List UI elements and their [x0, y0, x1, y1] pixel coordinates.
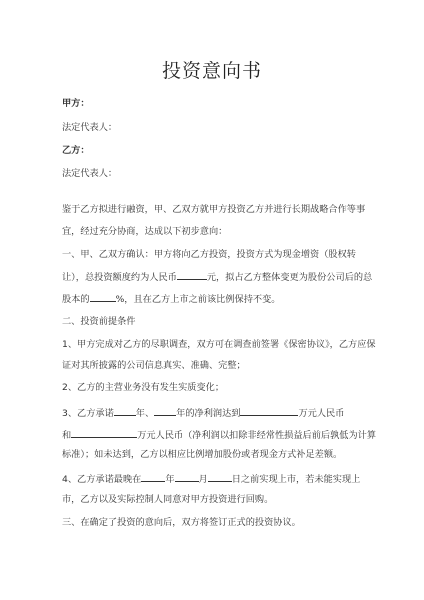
item-3-text: 年、 [135, 408, 155, 419]
clause-1-text: 股本的 [62, 294, 90, 305]
party-b-representative: 法定代表人： [62, 168, 118, 179]
percentage-blank [90, 292, 116, 302]
month-blank [175, 472, 199, 482]
year-blank [114, 406, 136, 416]
intro-line-2: 宜，经过充分协商，达成以下初步意向： [62, 226, 228, 237]
item-3-text: 3、乙方承诺 [62, 408, 114, 419]
clause-2-item-1-line-1: 1、甲方完成对乙方的尽职调查，双方可在调查前签署《保密协议》，乙方应保 [62, 339, 376, 350]
clause-2-item-3-line-2 [62, 428, 377, 442]
profit-blank [71, 428, 137, 438]
amount-blank [177, 270, 207, 280]
clause-1-text: 让），总投资额度约为人民币 [62, 272, 177, 283]
item-4-text: 年 [165, 474, 175, 485]
clause-2-item-3-line-3: 标准）；如未达到，乙方以相应比例增加股份或者现金方式补足差额。 [62, 449, 343, 460]
clause-2-item-2: 2、乙方的主营业务没有发生实质变化； [62, 382, 225, 393]
clause-1-line-3 [62, 292, 362, 306]
item-4-text: 4、乙方承诺最晚在 [62, 474, 142, 485]
item-3-text: 和 [62, 430, 72, 441]
year-blank [141, 472, 165, 482]
item-3-text: 年的净利润达到 [176, 408, 241, 419]
document-title: 投资意向书 [161, 60, 262, 82]
item-3-text: 万元人民币（净利润以扣除非经常性损益后前后孰低为计算 [137, 430, 377, 441]
party-a-label: 甲方： [62, 98, 90, 109]
clause-2-item-4-line-1 [62, 472, 362, 486]
clause-1-line-2 [62, 270, 373, 284]
clause-1-text: 元，拟占乙方整体变更为股份公司后的总 [206, 272, 373, 283]
clause-1-text: %，且在乙方上市之前该比例保持不变。 [115, 294, 281, 305]
party-b-label: 乙方： [62, 145, 90, 156]
clause-2-heading: 二、投资前提条件 [62, 316, 136, 327]
clause-1-line-1: 一、甲、乙双方确认：甲方将向乙方投资，投资方式为现金增资（股权转 [62, 249, 356, 260]
intro-line-1: 鉴于乙方拟进行融资，甲、乙双方就甲方投资乙方并进行长期战略合作等事 [62, 204, 366, 215]
party-a-representative: 法定代表人： [62, 122, 118, 133]
clause-2-item-1-line-2: 证对其所披露的公司信息真实、准确、完整； [62, 360, 246, 371]
clause-3: 三、在确定了投资的意向后，双方将签订正式的投资协议。 [62, 517, 301, 528]
clause-2-item-4-line-2: 市，乙方以及实际控制人同意对甲方投资进行回购。 [62, 494, 274, 505]
item-3-text: 万元人民币 [298, 408, 345, 419]
year-blank [154, 406, 176, 416]
clause-2-item-3-line-1 [62, 406, 362, 420]
item-4-text: 日之前实现上市，若未能实现上 [231, 474, 361, 485]
day-blank [208, 472, 232, 482]
profit-blank [240, 406, 298, 416]
item-4-text: 月 [198, 474, 208, 485]
